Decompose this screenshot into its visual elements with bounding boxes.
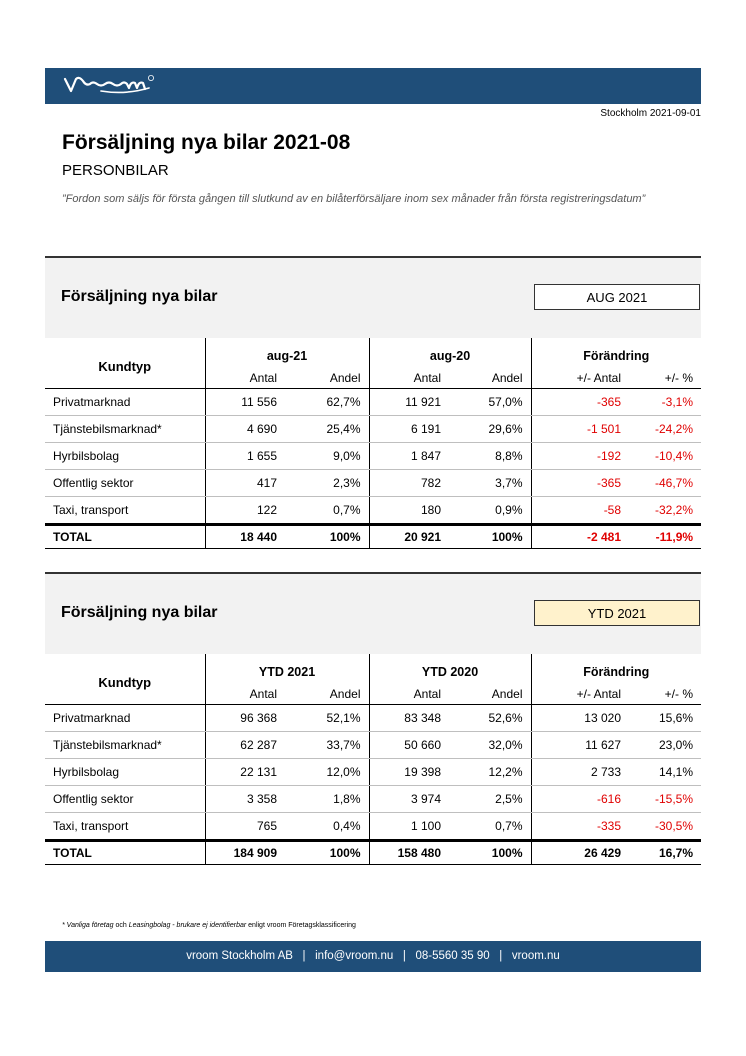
footnote-part: * Vanliga företag xyxy=(62,922,114,929)
period-box: AUG 2021 xyxy=(534,284,700,310)
cell: -1 501 xyxy=(531,416,629,443)
cell: 32,0% xyxy=(449,732,531,759)
cell: 20 921 xyxy=(369,525,449,549)
cell: 2 733 xyxy=(531,759,629,786)
cell: 9,0% xyxy=(285,443,369,470)
table-row xyxy=(45,416,701,443)
cell: 29,6% xyxy=(449,416,531,443)
table-row xyxy=(45,759,701,786)
cell: 1 655 xyxy=(205,443,285,470)
cell: 13 020 xyxy=(531,705,629,732)
cell: 100% xyxy=(449,525,531,549)
row-label: Offentlig sektor xyxy=(45,786,205,813)
cell: 417 xyxy=(205,470,285,497)
cell: -32,2% xyxy=(629,497,701,525)
col-antal: Antal xyxy=(369,368,449,389)
definition-quote: ”Fordon som säljs för första gången till slutkund av en bilåterförsäljare inom sex månader från första registreringsdatum” xyxy=(62,193,646,205)
cell: -10,4% xyxy=(629,443,701,470)
cell: 3,7% xyxy=(449,470,531,497)
row-label: Hyrbilsbolag xyxy=(45,443,205,470)
cell: 16,7% xyxy=(629,841,701,865)
table-row xyxy=(45,497,701,525)
col-andel: Andel xyxy=(449,684,531,705)
table-row xyxy=(45,470,701,497)
row-label: Tjänstebilsmarknad* xyxy=(45,732,205,759)
col-diff-antal: +/- Antal xyxy=(531,368,629,389)
table-row xyxy=(45,443,701,470)
cell: 50 660 xyxy=(369,732,449,759)
cell: 22 131 xyxy=(205,759,285,786)
cell: 96 368 xyxy=(205,705,285,732)
footer-separator: | xyxy=(499,950,503,962)
cell: -24,2% xyxy=(629,416,701,443)
cell: 0,9% xyxy=(449,497,531,525)
footnote-part: och xyxy=(113,922,129,929)
cell: 11 921 xyxy=(369,389,449,416)
cell: -2 481 xyxy=(531,525,629,549)
cell: 2,5% xyxy=(449,786,531,813)
footer-email[interactable]: info@vroom.nu xyxy=(315,950,394,962)
row-label: Offentlig sektor xyxy=(45,470,205,497)
footnote-part: Leasingbolag - brukare ej identifierbar xyxy=(128,922,247,929)
section-title: Försäljning nya bilar xyxy=(61,604,218,621)
cell: 52,1% xyxy=(285,705,369,732)
col-diff-pct: +/- % xyxy=(629,368,701,389)
total-label: TOTAL xyxy=(45,525,205,549)
sales-table xyxy=(45,338,701,549)
cell: 122 xyxy=(205,497,285,525)
cell: 184 909 xyxy=(205,841,285,865)
footer-separator: | xyxy=(402,950,406,962)
table-row xyxy=(45,389,701,416)
cell: 12,0% xyxy=(285,759,369,786)
cell: 11 556 xyxy=(205,389,285,416)
col-diff-pct: +/- % xyxy=(629,684,701,705)
cell: 14,1% xyxy=(629,759,701,786)
footer-separator: | xyxy=(302,950,306,962)
cell: -46,7% xyxy=(629,470,701,497)
cell: 25,4% xyxy=(285,416,369,443)
cell: 4 690 xyxy=(205,416,285,443)
table-row xyxy=(45,813,701,841)
row-label: Hyrbilsbolag xyxy=(45,759,205,786)
cell: 15,6% xyxy=(629,705,701,732)
period-box: YTD 2021 xyxy=(534,600,700,626)
col-group-change: Förändring xyxy=(531,338,701,368)
section-ytd xyxy=(45,572,701,865)
col-antal: Antal xyxy=(369,684,449,705)
cell: -58 xyxy=(531,497,629,525)
row-label: Taxi, transport xyxy=(45,497,205,525)
col-antal: Antal xyxy=(205,368,285,389)
section-monthly xyxy=(45,256,701,549)
row-label: Privatmarknad xyxy=(45,389,205,416)
cell: 19 398 xyxy=(369,759,449,786)
cell: 6 191 xyxy=(369,416,449,443)
col-group-b: aug-20 xyxy=(369,338,531,368)
table-row xyxy=(45,732,701,759)
col-diff-antal: +/- Antal xyxy=(531,684,629,705)
cell: 1 100 xyxy=(369,813,449,841)
cell: -616 xyxy=(531,786,629,813)
cell: -335 xyxy=(531,813,629,841)
col-group-change: Förändring xyxy=(531,654,701,684)
cell: -365 xyxy=(531,389,629,416)
cell: -192 xyxy=(531,443,629,470)
page-subtitle: PERSONBILAR xyxy=(62,162,169,179)
footnote-part: enligt vroom Företagsklassificering xyxy=(246,922,356,929)
footer-web[interactable]: vroom.nu xyxy=(511,950,560,962)
cell: 180 xyxy=(369,497,449,525)
total-row xyxy=(45,841,701,865)
cell: 33,7% xyxy=(285,732,369,759)
cell: 18 440 xyxy=(205,525,285,549)
cell: 26 429 xyxy=(531,841,629,865)
cell: 765 xyxy=(205,813,285,841)
cell: -11,9% xyxy=(629,525,701,549)
cell: 57,0% xyxy=(449,389,531,416)
cell: 1,8% xyxy=(285,786,369,813)
cell: 11 627 xyxy=(531,732,629,759)
total-row xyxy=(45,525,701,549)
row-label: Taxi, transport xyxy=(45,813,205,841)
cell: 2,3% xyxy=(285,470,369,497)
section-header xyxy=(45,256,701,338)
footer-bar xyxy=(45,941,701,972)
cell: 0,7% xyxy=(449,813,531,841)
cell: 52,6% xyxy=(449,705,531,732)
cell: 100% xyxy=(449,841,531,865)
col-group-a: aug-21 xyxy=(205,338,369,368)
row-label: Privatmarknad xyxy=(45,705,205,732)
col-andel: Andel xyxy=(285,368,369,389)
cell: 782 xyxy=(369,470,449,497)
cell: -3,1% xyxy=(629,389,701,416)
footer-company: vroom Stockholm AB xyxy=(186,950,293,962)
cell: 158 480 xyxy=(369,841,449,865)
dateline: Stockholm 2021-09-01 xyxy=(600,108,701,119)
cell: 100% xyxy=(285,841,369,865)
row-label: Tjänstebilsmarknad* xyxy=(45,416,205,443)
total-label: TOTAL xyxy=(45,841,205,865)
cell: 0,7% xyxy=(285,497,369,525)
cell: -365 xyxy=(531,470,629,497)
table-row xyxy=(45,786,701,813)
cell: -30,5% xyxy=(629,813,701,841)
footnote xyxy=(62,922,356,929)
cell: -15,5% xyxy=(629,786,701,813)
col-group-a: YTD 2021 xyxy=(205,654,369,684)
top-banner xyxy=(45,68,701,104)
col-kundtyp: Kundtyp xyxy=(45,338,205,389)
cell: 83 348 xyxy=(369,705,449,732)
cell: 8,8% xyxy=(449,443,531,470)
col-andel: Andel xyxy=(449,368,531,389)
col-group-b: YTD 2020 xyxy=(369,654,531,684)
cell: 12,2% xyxy=(449,759,531,786)
table-row xyxy=(45,705,701,732)
cell: 3 974 xyxy=(369,786,449,813)
section-header xyxy=(45,572,701,654)
cell: 3 358 xyxy=(205,786,285,813)
col-kundtyp: Kundtyp xyxy=(45,654,205,705)
col-antal: Antal xyxy=(205,684,285,705)
vroom-logo xyxy=(57,70,177,98)
page-title: Försäljning nya bilar 2021-08 xyxy=(62,131,351,154)
section-title: Försäljning nya bilar xyxy=(61,288,218,305)
cell: 100% xyxy=(285,525,369,549)
cell: 62,7% xyxy=(285,389,369,416)
cell: 1 847 xyxy=(369,443,449,470)
cell: 0,4% xyxy=(285,813,369,841)
col-andel: Andel xyxy=(285,684,369,705)
sales-table xyxy=(45,654,701,865)
cell: 62 287 xyxy=(205,732,285,759)
footer-phone: 08-5560 35 90 xyxy=(415,950,490,962)
cell: 23,0% xyxy=(629,732,701,759)
